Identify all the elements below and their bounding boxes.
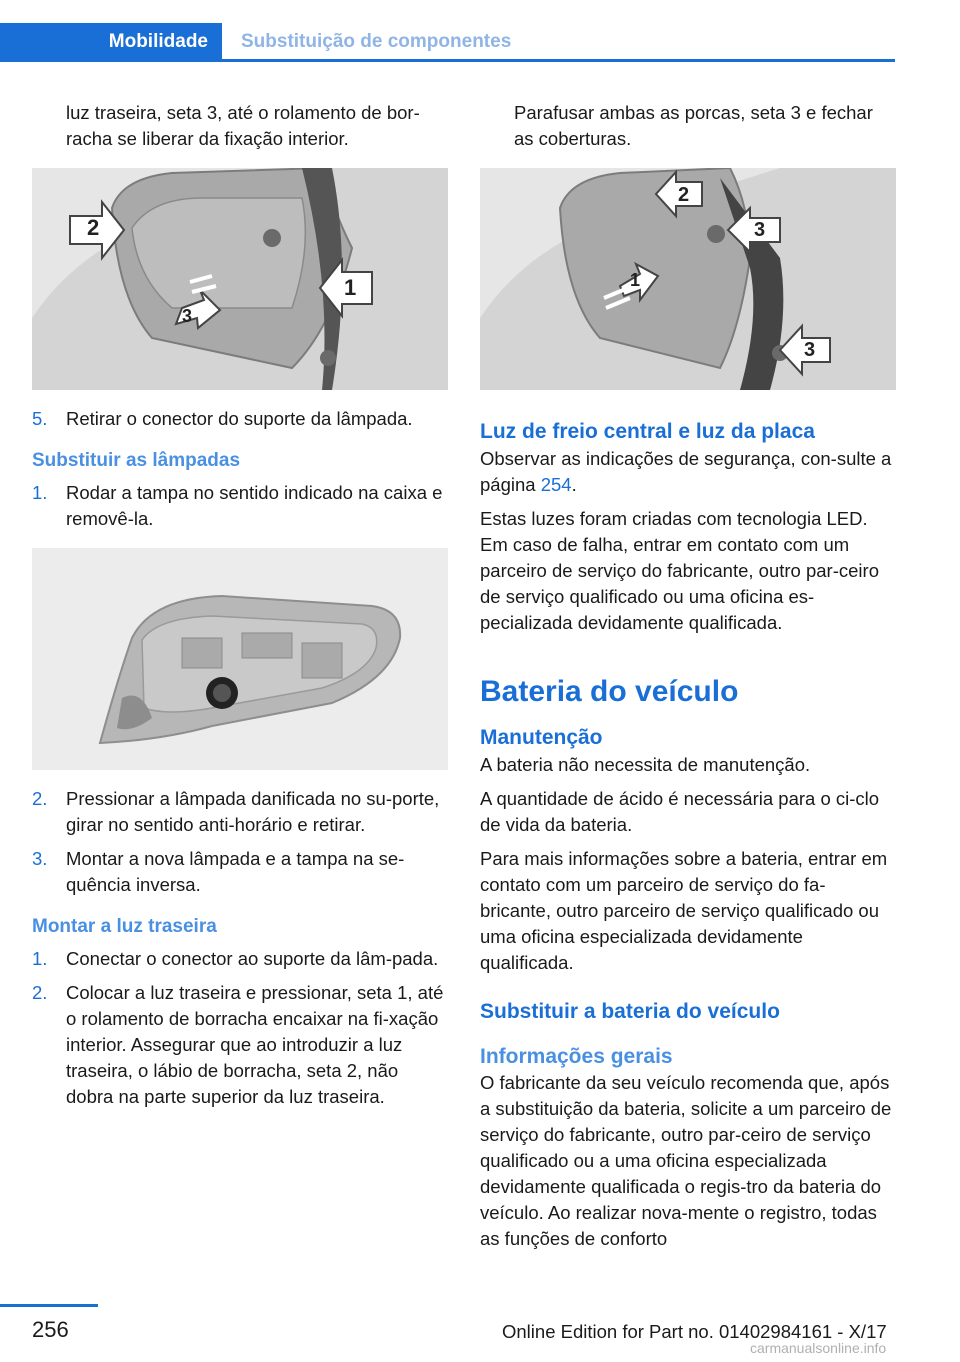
watermark: carmanualsonline.info <box>750 1340 887 1356</box>
montar-step-2-number: 2. <box>32 982 48 1003</box>
paragraph-luz-1 <box>480 446 896 498</box>
substituir-step-1 <box>32 480 448 532</box>
footer-line <box>0 1304 98 1307</box>
step-5 <box>32 406 448 432</box>
substituir-step-2-text: Pressionar a lâmpada danificada no su-porte, girar no sentido anti-horário e retirar. <box>66 788 440 835</box>
heading-informacoes-gerais: Informações gerais <box>480 1045 673 1068</box>
paragraph-info: O fabricante da seu veículo recomenda que, após a substituição da bateria, solicite a um parceiro de serviço do fabricante, outro par-ceiro de serviço qualificado ou a uma oficina especializada devidamente qualificada o regis-tro da bateria do veículo. Ao realizar nova-mente o registro, todas as funções de conforto <box>480 1072 892 1249</box>
substituir-step-1-text: Rodar a tampa no sentido indicado na caixa e removê-la. <box>66 482 443 529</box>
paragraph-manut-2: A quantidade de ácido é necessária para o ci-clo de vida da bateria. <box>480 788 880 835</box>
left-column <box>32 100 448 1110</box>
fig3-arrow-2-label: 2 <box>678 184 690 206</box>
substituir-step-3-text: Montar a nova lâmpada e a tampa na se-quência inversa. <box>66 848 405 895</box>
tail-light-figure-1 <box>32 168 448 390</box>
montar-step-1-number: 1. <box>32 948 48 969</box>
montar-step-1 <box>32 946 448 972</box>
fig1-arrow-1-label: 1 <box>344 275 357 300</box>
tail-light-figure-2 <box>480 168 896 390</box>
substituir-step-2-number: 2. <box>32 788 48 809</box>
right-intro-text: Parafusar ambas as porcas, seta 3 e fechar as coberturas. <box>514 102 873 149</box>
edition-text: Online Edition for Part no. 01402984161 - X/17 <box>502 1321 887 1342</box>
montar-step-2 <box>32 980 448 1110</box>
paragraph-luz-1-end: . <box>571 474 577 495</box>
fig3-arrow-3-bottom-label: 3 <box>804 339 816 361</box>
page-number: 256 <box>32 1317 69 1342</box>
page-link-254[interactable]: 254 <box>540 474 572 495</box>
heading-bateria: Bateria do veículo <box>480 675 739 708</box>
paragraph-luz-1-text: Observar as indicações de segurança, con-sulte a página <box>480 448 892 495</box>
montar-step-1-text: Conectar o conector ao suporte da lâm-pada. <box>66 948 439 969</box>
subsection-tab: Substituição de componentes <box>241 31 512 52</box>
heading-substituir-bateria: Substituir a bateria do veículo <box>480 1000 780 1023</box>
fig3-arrow-3-top-label: 3 <box>754 219 766 241</box>
section-tab: Mobilidade <box>0 23 222 61</box>
right-column <box>480 100 896 1252</box>
paragraph-manut-3: Para mais informações sobre a bateria, entrar em contato com um parceiro de serviço do fa-bricante, outro parceiro de serviço qualificado ou uma oficina especializada devidamente qualificada. <box>480 848 888 973</box>
heading-montar-luz-traseira: Montar a luz traseira <box>32 916 217 937</box>
montar-step-2-text: Colocar a luz traseira e pressionar, seta 1, até o rolamento de borracha encaixar na fi-xação interior. Assegurar que ao introduzir a luz traseira, o lábio de borracha, seta 2, não dobra na parte superior da luz traseira. <box>66 982 444 1107</box>
step-5-number: 5. <box>32 408 48 429</box>
page-header <box>0 23 895 61</box>
paragraph-luz-2: Estas luzes foram criadas com tecnologia LED. Em caso de falha, entrar em contato com um parceiro de serviço do fabricante, outro par-ceiro de serviço qualificado ou uma oficina es-pecializada devidamente qualificada. <box>480 508 879 633</box>
step-5-text: Retirar o conector do suporte da lâmpada. <box>66 408 413 429</box>
paragraph-manut-1: A bateria não necessita de manutenção. <box>480 754 811 775</box>
substituir-step-1-number: 1. <box>32 482 48 503</box>
fig1-arrow-3-label: 3 <box>182 306 193 326</box>
intro-text: luz traseira, seta 3, até o rolamento de bor- racha se liberar da fixação interior. <box>66 102 420 149</box>
substituir-step-2 <box>32 786 448 838</box>
heading-substituir-lampadas: Substituir as lâmpadas <box>32 450 241 471</box>
heading-luz-freio: Luz de freio central e luz da placa <box>480 420 815 443</box>
substituir-step-3-number: 3. <box>32 848 48 869</box>
heading-manutencao: Manutenção <box>480 726 603 749</box>
header-bar <box>0 59 895 62</box>
fig3-arrow-1-label: 1 <box>630 270 641 290</box>
fig1-arrow-2-label: 2 <box>87 215 100 240</box>
lamp-housing-figure <box>32 548 448 770</box>
substituir-step-3 <box>32 846 448 898</box>
